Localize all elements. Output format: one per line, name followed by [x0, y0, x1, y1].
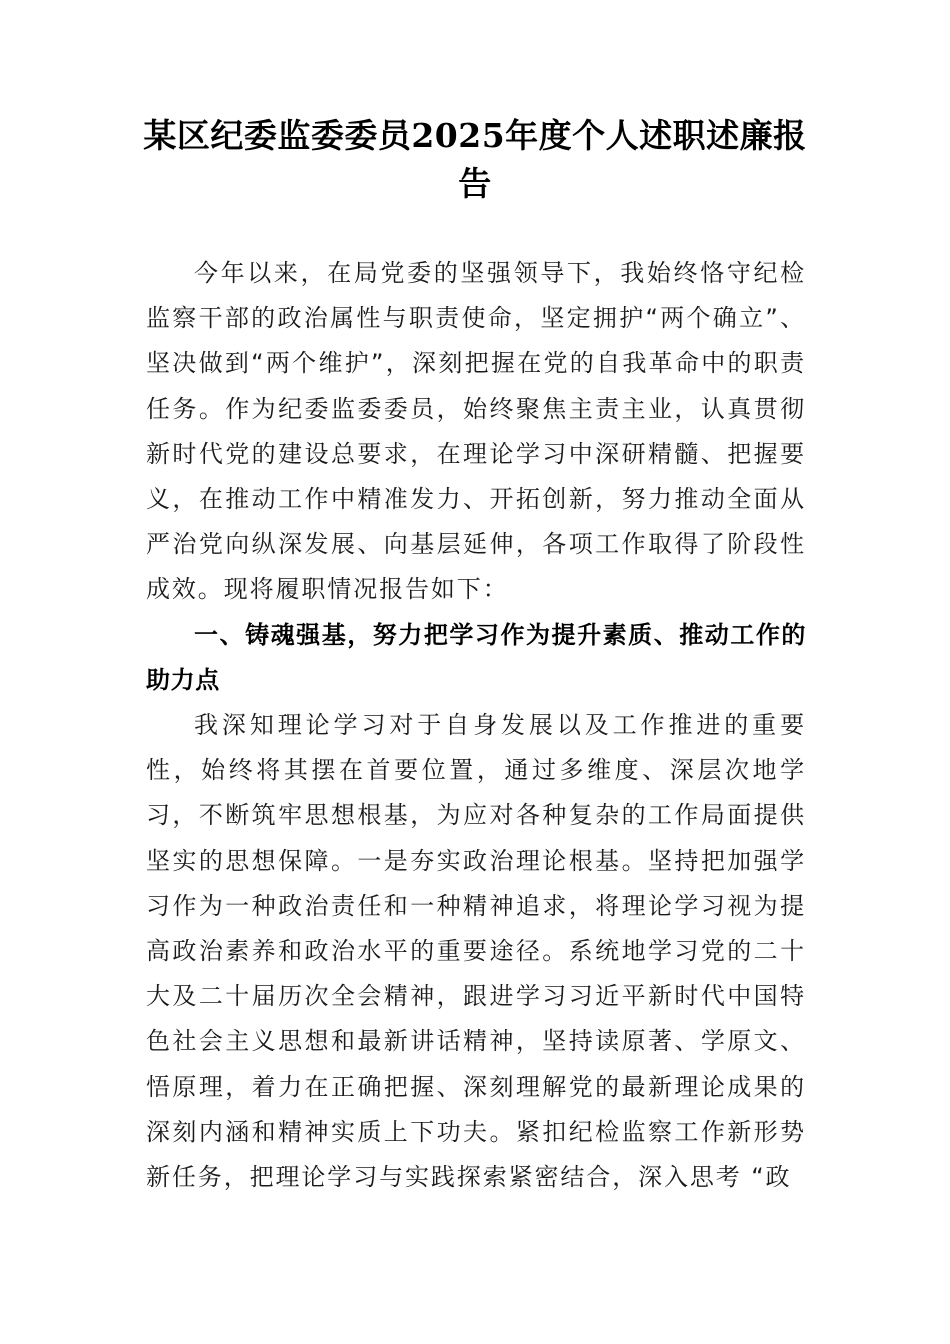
intro-paragraph: 今年以来，在局党委的坚强领导下，我始终恪守纪检监察干部的政治属性与职责使命，坚定拥护“两个确立”、坚决做到“两个维护”，深刻把握在党的自我革命中的职责任务。作为纪委监委委员，始终聚焦主责主业，认真贯彻新时代党的建设总要求，在理论学习中深研精髓、把握要义，在推动工作中精准发力、开拓创新，努力推动全面从严治党向纵深发展、向基层延伸，各项工作取得了阶段性成效。现将履职情况报告如下：: [146, 259, 806, 604]
document-body: [146, 251, 806, 1200]
section-1-paragraph: 我深知理论学习对于自身发展以及工作推进的重要性，始终将其摆在首要位置，通过多维度、深层次地学习，不断筑牢思想根基，为应对各种复杂的工作局面提供坚实的思想保障。一是夯实政治理论根基。坚持把加强学习作为一种政治责任和一种精神追求，将理论学习视为提高政治素养和政治水平的重要途径。系统地学习党的二十大及二十届历次全会精神，跟进学习习近平新时代中国特色社会主义思想和最新讲话精神，坚持读原著、学原文、悟原理，着力在正确把握、深刻理解党的最新理论成果的深刻内涵和精神实质上下功夫。紧扣纪检监察工作新形势新任务，把理论学习与实践探索紧密结合，深入思考 “政: [146, 711, 806, 1192]
document-title: 某区纪委监委委员2025年度个人述职述廉报告: [143, 116, 807, 203]
section-1-heading: 一、铸魂强基，努力把学习作为提升素质、推动工作的助力点: [146, 620, 806, 694]
